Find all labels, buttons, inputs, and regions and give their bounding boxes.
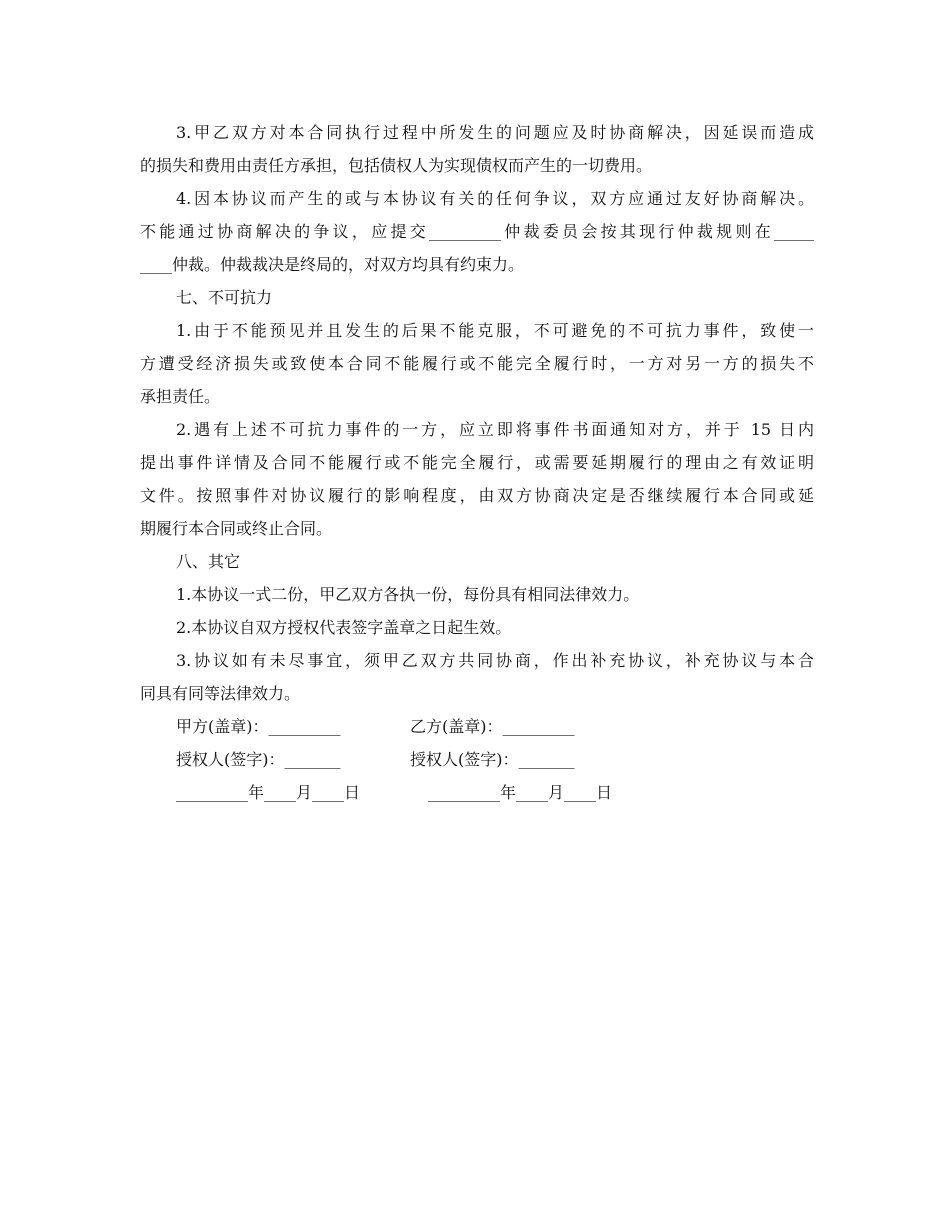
party-b-seal-field: 乙方(盖章)：_________ — [410, 717, 575, 736]
clause-line: 同具有同等法律效力。 — [140, 684, 301, 703]
party-b-signer-field: 授权人(签字)：_______ — [410, 750, 575, 769]
party-a-seal-field: 甲方(盖章)：_________ — [176, 717, 341, 736]
contract-page — [140, 116, 814, 809]
clause-line: 2.遇有上述不可抗力事件的一方，应立即将事件书面通知对方，并于 15 日内 — [176, 420, 814, 439]
section-heading-other: 八、其它 — [176, 552, 241, 571]
clause-line: 期履行本合同或终止合同。 — [140, 519, 333, 538]
clause-line: 的损失和费用由责任方承担，包括债权人为实现债权而产生的一切费用。 — [140, 156, 653, 175]
party-a-signer-field: 授权人(签字)：_______ — [176, 750, 341, 769]
clause-8-3 — [140, 644, 814, 710]
clause-line: 承担责任。 — [140, 387, 221, 406]
signature-date-row — [140, 776, 814, 809]
clause-line: 3.协议如有未尽事宜，须甲乙双方共同协商，作出补充协议，补充协议与本合 — [176, 651, 814, 670]
clause-line: 文件。按照事件对协议履行的影响程度，由双方协商决定是否继续履行本合同或延 — [140, 486, 814, 505]
clause-6-4 — [140, 182, 814, 281]
clause-line: 不能通过协商解决的争议，应提交_________仲裁委员会按其现行仲裁规则在_____ — [140, 222, 814, 241]
clause-line: ____仲裁。仲裁裁决是终局的，对双方均具有约束力。 — [140, 255, 525, 274]
signature-signer-row — [140, 743, 814, 776]
clause-line: 4.因本协议而产生的或与本协议有关的任何争议，双方应通过友好协商解决。 — [176, 189, 814, 208]
signature-seal-row — [140, 710, 814, 743]
clause-7-1 — [140, 314, 814, 413]
clause-line: 3.甲乙双方对本合同执行过程中所发生的问题应及时协商解决，因延误而造成 — [176, 123, 814, 142]
clause-8-2: 2.本协议自双方授权代表签字盖章之日起生效。 — [176, 618, 512, 637]
clause-line: 提出事件详情及合同不能履行或不能完全履行，或需要延期履行的理由之有效证明 — [140, 453, 814, 472]
section-heading-force-majeure: 七、不可抗力 — [176, 288, 273, 307]
party-b-date-field: _________年____月____日 — [428, 783, 613, 802]
clause-line: 方遭受经济损失或致使本合同不能履行或不能完全履行时，一方对另一方的损失不 — [140, 354, 814, 373]
clause-7-2 — [140, 413, 814, 545]
party-a-date-field: _________年____月____日 — [176, 783, 361, 802]
clause-line: 1.由于不能预见并且发生的后果不能克服，不可避免的不可抗力事件，致使一 — [176, 321, 814, 340]
clause-6-3 — [140, 116, 814, 182]
clause-8-1: 1.本协议一式二份，甲乙双方各执一份，每份具有相同法律效力。 — [176, 585, 640, 604]
